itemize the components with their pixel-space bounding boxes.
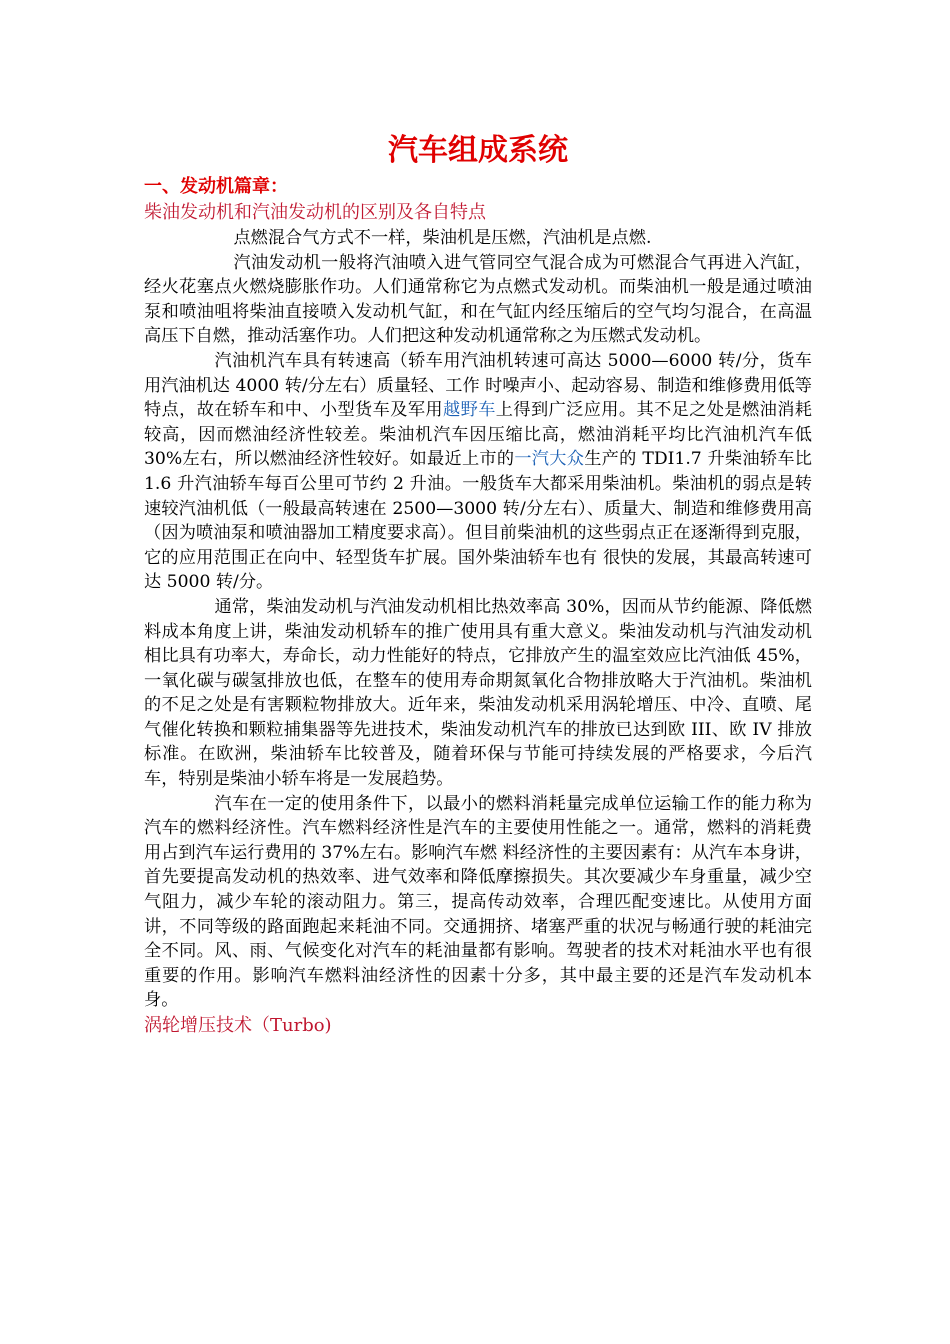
- paragraph-gasoline-car-features: [144, 349, 812, 595]
- document-title: 汽车组成系统: [388, 133, 568, 168]
- paragraph-gasoline-engine: 汽油发动机一般将汽油喷入进气管同空气混合成为可燃混合气再进入汽缸，经火花塞点火燃烧膨胀作功。人们通常称它为点燃式发动机。而柴油机一般是通过喷油泵和喷油咀将柴油直接喷入发动机气缸，和在气缸内经压缩后的空气均匀混合，在高温高压下自燃，推动活塞作功。人们把这种发动机通常称之为压燃式发动机。: [144, 252, 812, 347]
- subheading-turbo: 涡轮增压技术（Turbo): [144, 1015, 332, 1036]
- paragraph-text: 汽油机汽车具有转速高（轿车用汽油机转速可高达 5000—6000 转/分，货车用汽油机达 4000 转/分左右）质量轻、工作 时噪声小、起动容易、制造和维修费用低等特点，故在轿车和中、小型货车及军用: [144, 350, 812, 421]
- paragraph-text: 上得到广泛应用。其不足之处是燃油消耗较高，因而燃油经济性较差。柴油机汽车因压缩比高，燃油消耗平均比汽油机汽车低 30%左右，所以燃油经济性较好。如最近上市的: [144, 400, 812, 470]
- link-faw-volkswagen[interactable]: 一汽大众: [514, 449, 585, 470]
- paragraph-text: 生产的 TDI1.7 升柴油轿车比 1.6 升汽油轿车每百公里可节约 2 升油。一般货车大都采用柴油机。柴油机的弱点是转速较汽油机低（一般最高转速在 2500—3000 转/分左右）、质量大、制造和维修费用高（因为喷油泵和喷油器加工精度要求高）。但目前柴油机的这些弱点正在逐渐得到克服，它的应用范围正在向中、轻型货车扩展。国外柴油轿车也有 很快的发展，其最高转速可达 5000 转/分。: [144, 449, 812, 593]
- paragraph-fuel-economy: 汽车在一定的使用条件下，以最小的燃料消耗量完成单位运输工作的能力称为汽车的燃料经济性。汽车燃料经济性是汽车的主要使用性能之一。通常，燃料的消耗费用占到汽车运行费用的 37%左右。影响汽车燃 料经济性的主要因素有：从汽车本身讲，首先要提高发动机的热效率、进气效率和降低摩擦损失。其次要减少车身重量，减少空气阻力，减少车轮的滚动阻力。第三，提高传动效率，合理匹配变速比。从使用方面讲，不同等级的路面跑起来耗油不同。交通拥挤、堵塞严重的状况与畅通行驶的耗油完全不同。风、雨、气候变化对汽车的耗油量都有影响。驾驶者的技术对耗油水平也有很重要的作用。影响汽车燃料油经济性的因素十分多，其中最主要的还是汽车发动机本身。: [144, 793, 812, 1011]
- paragraph-ignition: 点燃混合气方式不一样，柴油机是压燃，汽油机是点燃.: [233, 228, 652, 248]
- subheading-diesel-vs-gasoline: 柴油发动机和汽油发动机的区别及各自特点: [144, 202, 486, 223]
- document-page: [144, 128, 812, 1039]
- paragraph-thermal-efficiency: 通常，柴油发动机与汽油发动机相比热效率高 30%，因而从节约能源、降低燃料成本角度上讲，柴油发动机轿车的推广使用具有重大意义。柴油发动机与汽油发动机相比具有功率大，寿命长，动力性能好的特点，它排放产生的温室效应比汽油低 45%，一氧化碳与碳氢排放也低，在整车的使用寿命期氮氧化合物排放略大于汽油机。柴油机的不足之处是有害颗粒物排放大。近年来，柴油发动机采用涡轮增压、中冷、直喷、尾气催化转换和颗粒捕集器等先进技术，柴油发动机汽车的排放已达到欧 III、欧 IV 排放标准。在欧洲，柴油轿车比较普及，随着环保与节能可持续发展的严格要求，今后汽车，特别是柴油小轿车将是一发展趋势。: [144, 596, 812, 790]
- link-off-road-vehicle[interactable]: 越野车: [443, 400, 496, 421]
- section-heading-engine: 一、发动机篇章：: [144, 176, 288, 197]
